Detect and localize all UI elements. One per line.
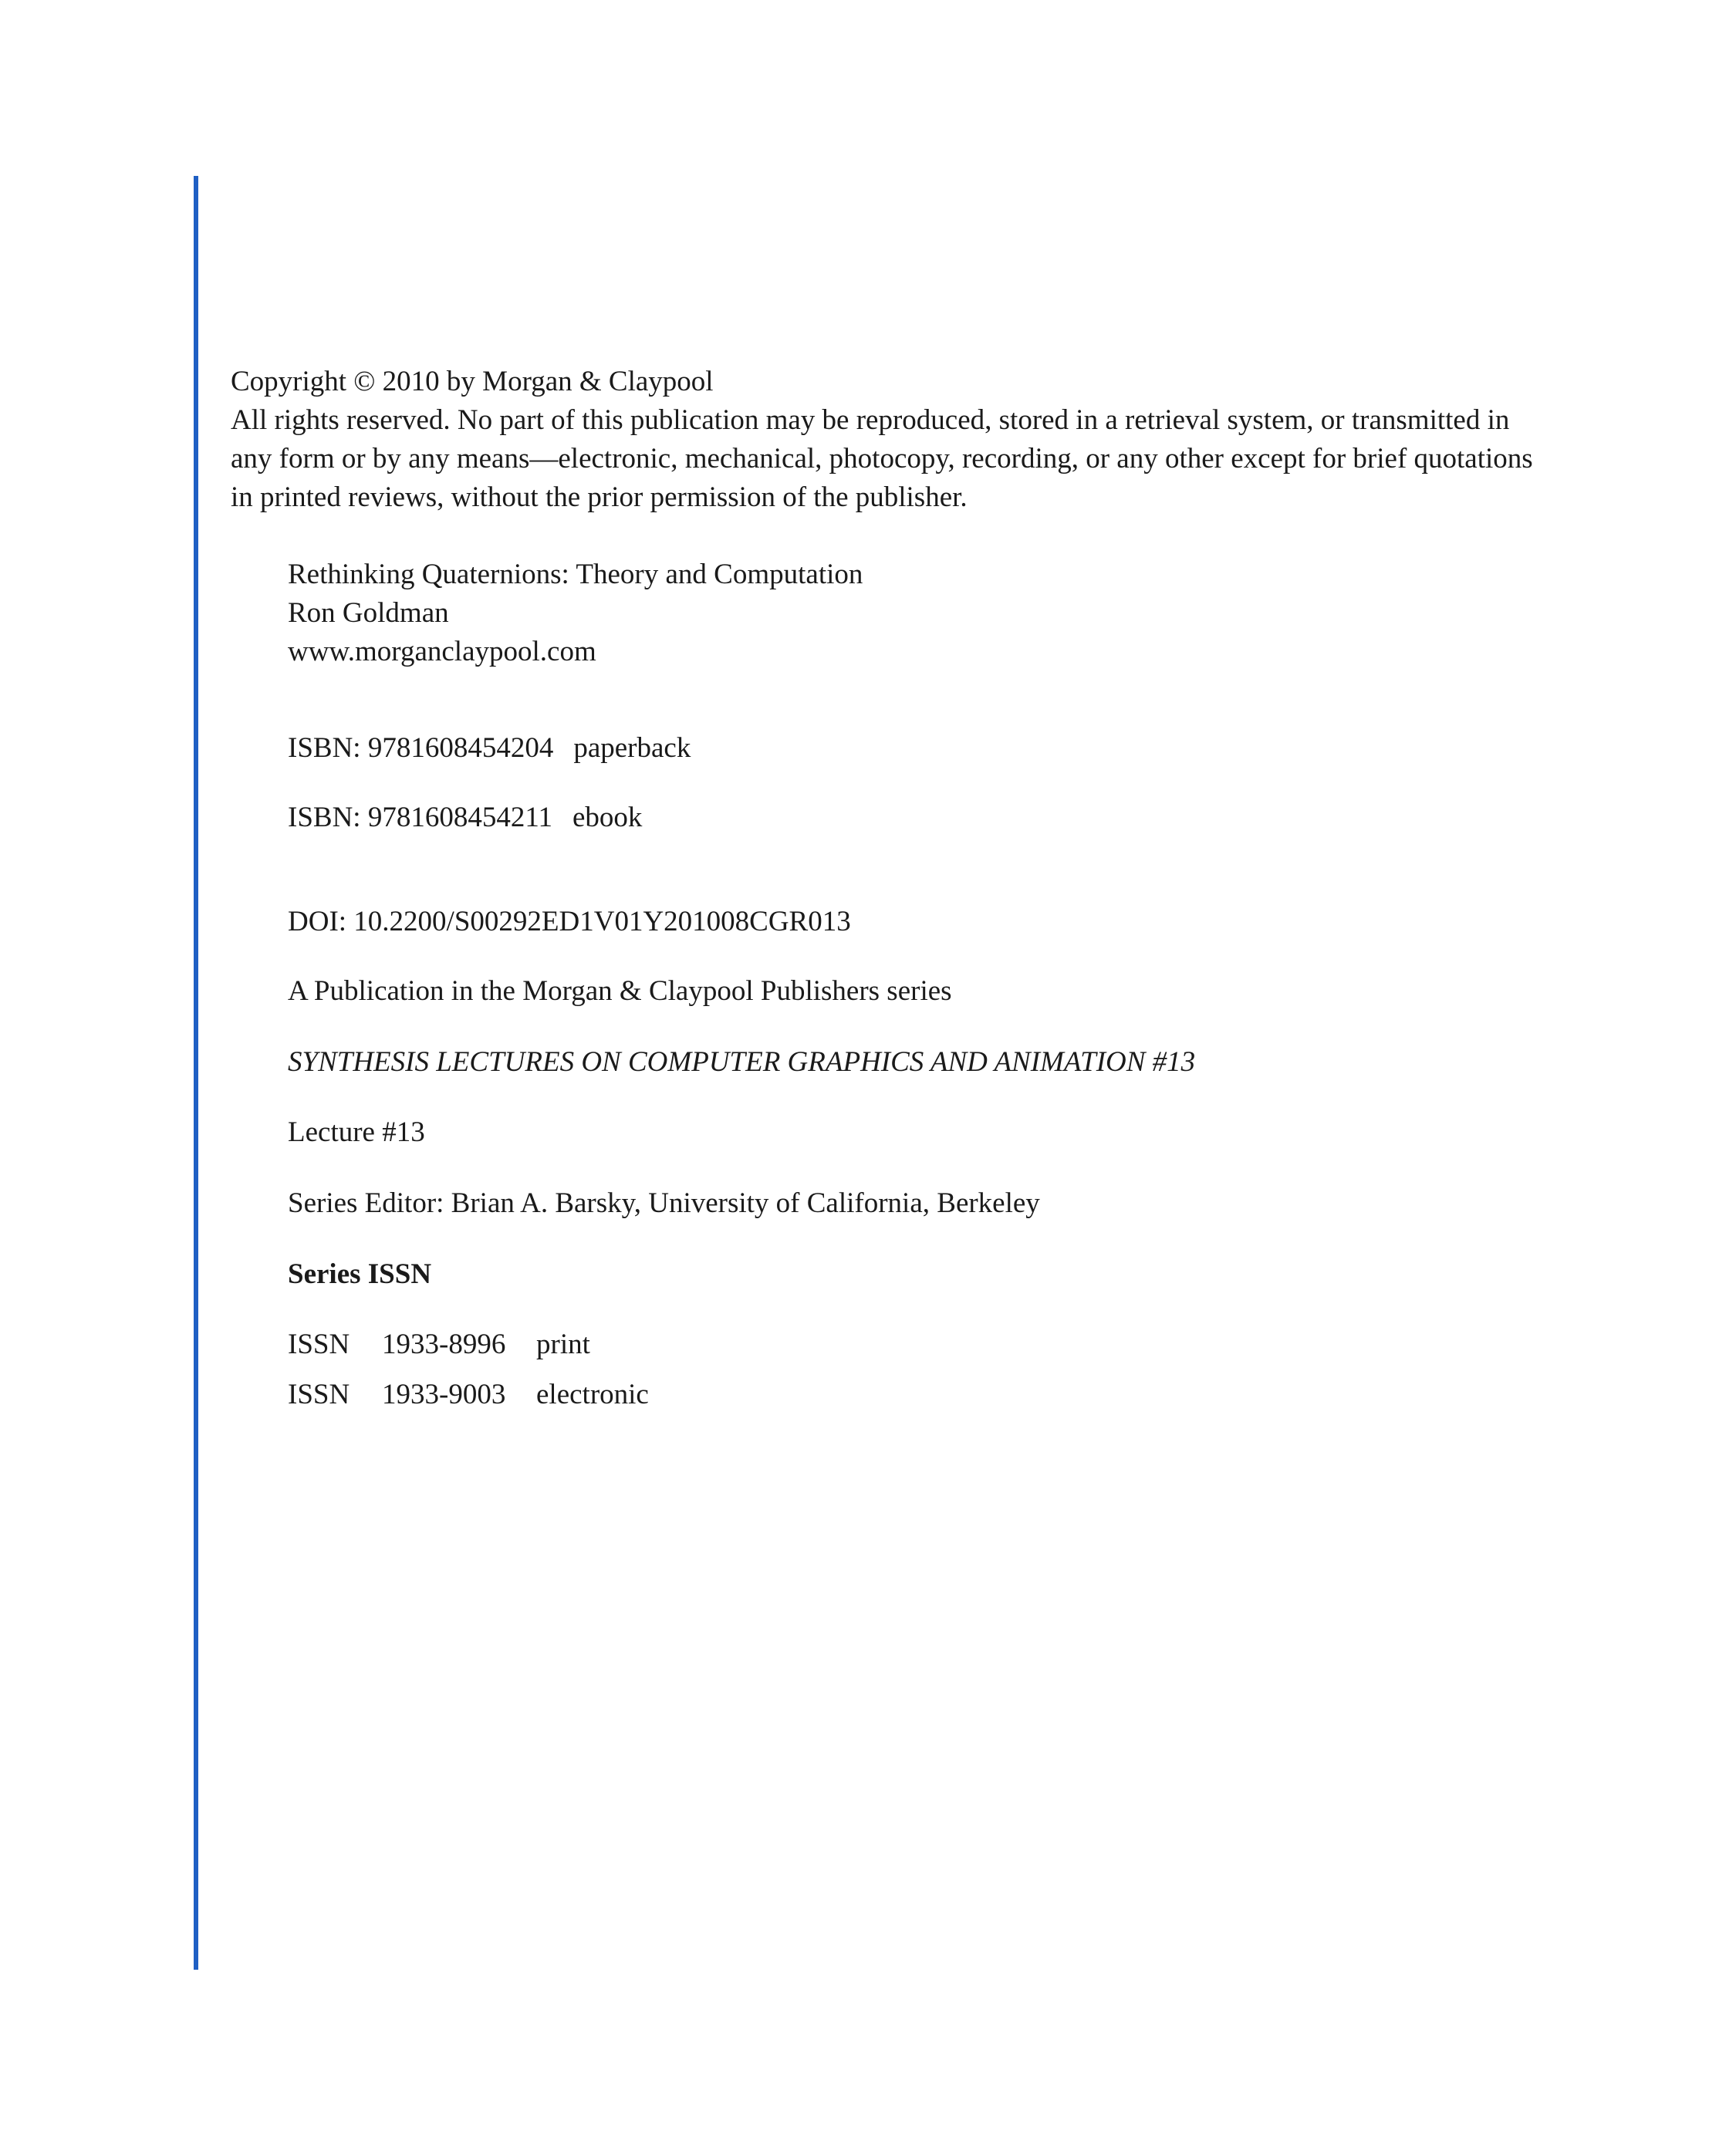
book-author: Ron Goldman <box>288 597 449 629</box>
isbn-format: ebook <box>572 802 643 833</box>
isbn-ebook <box>288 799 1522 837</box>
isbn-format: paperback <box>573 732 691 764</box>
copyright-block <box>231 363 1558 517</box>
book-title: Rethinking Quaternions: Theory and Computation <box>288 559 863 590</box>
issn-type: print <box>536 1329 590 1360</box>
series-title: SYNTHESIS LECTURES ON COMPUTER GRAPHICS AND ANIMATION #13 <box>288 1046 1196 1078</box>
issn-print <box>288 1325 1522 1364</box>
issn-number: 1933-8996 <box>382 1329 506 1360</box>
series-issn-heading: Series ISSN <box>288 1258 432 1290</box>
lecture-number: Lecture #13 <box>288 1116 425 1148</box>
isbn-paperback <box>288 729 1522 768</box>
publisher-website: www.morganclaypool.com <box>288 636 596 667</box>
issn-electronic <box>288 1376 1522 1414</box>
doi: DOI: 10.2200/S00292ED1V01Y201008CGR013 <box>288 906 851 937</box>
rights-statement: All rights reserved. No part of this publication may be reproduced, stored in a retrieval system, or transmitted in any form or by any means—electronic, mechanical, photocopy, recording, or any other except for brief quotations in printed reviews, without the prior permission of the publisher. <box>231 404 1533 513</box>
publication-note: A Publication in the Morgan & Claypool Publishers series <box>288 975 952 1007</box>
issn-label: ISSN <box>288 1329 350 1360</box>
issn-type: electronic <box>536 1379 649 1410</box>
issn-number: 1933-9003 <box>382 1379 506 1410</box>
series-editor: Series Editor: Brian A. Barsky, University of California, Berkeley <box>288 1187 1040 1219</box>
book-info <box>288 556 1522 671</box>
isbn-number: ISBN: 9781608454211 <box>288 802 552 833</box>
isbn-number: ISBN: 9781608454204 <box>288 732 554 764</box>
issn-label: ISSN <box>288 1379 350 1410</box>
copyright-line: Copyright © 2010 by Morgan & Claypool <box>231 366 714 397</box>
margin-rule <box>194 176 198 1970</box>
